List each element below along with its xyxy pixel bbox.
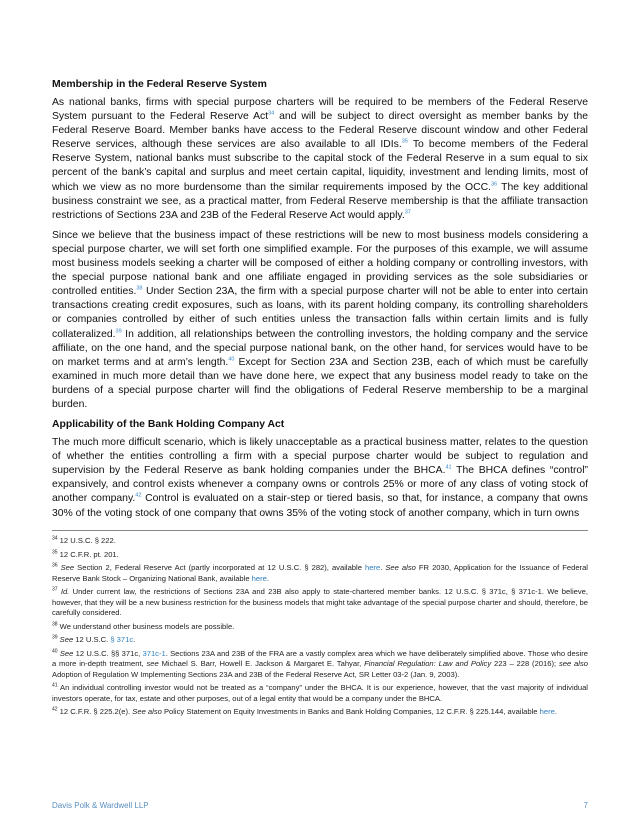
page-number: 7 bbox=[583, 801, 588, 810]
section-heading: Membership in the Federal Reserve System bbox=[52, 79, 267, 90]
body-paragraph: Since we believe that the business impact of these restrictions will be new to most business models considering a special purpose charter, we will set forth one simplified example. For the purposes of this example, we will assume most business models seeking a charter will be composed of either a holding company or controlling investors, with the special purpose national bank and one affiliate engaged in providing services as the sole subsidiaries or controlled entities.$^{38}$ Under Section 23A, the firm with a special purpose charter will not be able to enter into certain transactions creating credit exposures, such as loans, with its parent holding company, its controlling shareholders or companies controlled by either of such entities unless the transaction falls within certain limits and is fully collateralized.$^{39}$ In addition, all relationships between the controlling investors, the holding company and the service affiliate, on the one hand, and the special purpose national bank, on the other hand, for services would have to be on market terms and at arm’s length.$^{40}$ Except for Section 23A and Section 23B, each of which must be carefully examined in much more detail than we have done here, we expect that any business model ready to take on the burdens of a special purpose charter will find the obligations of Federal Reserve membership to be a marginal burden. bbox=[52, 229, 589, 410]
section-heading: Applicability of the Bank Holding Company Act bbox=[52, 419, 285, 431]
citation-signal: Financial Regulation: Law and Policy bbox=[364, 659, 492, 669]
footnote-number: 36 bbox=[52, 562, 58, 569]
footnote-reference[interactable]: 37 bbox=[404, 209, 411, 216]
footnote: $^{34}$ 12 U.S.C. § 222. bbox=[52, 535, 116, 545]
citation-signal: See bbox=[57, 635, 74, 645]
footnote: $^{35}$ 12 C.F.R. pt. 201. bbox=[52, 549, 119, 559]
footnote-link[interactable]: here bbox=[539, 707, 555, 717]
footnote-link[interactable]: 371c-1 bbox=[142, 649, 166, 659]
footnote-reference[interactable]: 39 bbox=[115, 328, 122, 335]
footnote-number: 35 bbox=[52, 549, 58, 556]
footnote-number: 39 bbox=[52, 634, 58, 641]
footnote-number: 40 bbox=[52, 648, 58, 655]
citation-signal: See bbox=[57, 563, 75, 573]
footnote-reference[interactable]: 36 bbox=[490, 181, 498, 188]
footnote-number: 42 bbox=[52, 706, 58, 713]
footnote-divider bbox=[52, 530, 588, 531]
footnote: $^{38}$ We understand other business models are possible. bbox=[52, 621, 235, 631]
body-paragraph: As national banks, firms with special purpose charters will be required to be members of the Federal Reserve System pursuant to the Federal Reserve Act$^{34}$ and will be subject to direct oversight as member banks by the Federal Reserve Board. Member banks have access to the Federal Reserve discount window and other Federal Reserve services, although these services are also available to all IDIs.$^{35}$ To become members of the Federal Reserve System, national banks must subscribe to the capital stock of the Federal Reserve in a sum equal to six percent of the bank’s capital and surplus and meet certain capital, liquidity, investment and lending limits, most of which we view as no more burdensome than the similar requirements imposed by the OCC.$^{36}$ The key additional business constraint we see, as a practical matter, from Federal Reserve membership is that the affiliate transaction restrictions of Sections 23A and 23B of the Federal Reserve Act would apply.$^{37}$ bbox=[52, 97, 589, 221]
footnote-link[interactable]: § 371c bbox=[110, 635, 134, 645]
footnote-reference[interactable]: 40 bbox=[228, 356, 235, 363]
footnote-reference[interactable]: 35 bbox=[401, 138, 408, 145]
citation-signal: Id. bbox=[57, 587, 70, 597]
citation-signal: See also bbox=[385, 563, 416, 573]
body-paragraph: The much more difficult scenario, which is likely unacceptable as a practical business matter, relates to the question of whether the entities controlling a firm with a special purpose charter would be subject to regulation and supervision by the Federal Reserve as bank holding companies under the BHCA.$^{41}$ The BHCA defines “control” expansively, and control exists whenever a company owns or controls 25% or more of any class of voting stock of another company.$^{42}$ Control is evaluated on a stair-step or tiered basis, so that, for instance, a company that owns 30% of the voting stock of one company that owns 35% of the voting stock of another company, which in turn owns bbox=[52, 437, 588, 519]
citation-signal: see also bbox=[558, 659, 588, 669]
footnote-reference[interactable]: 42 bbox=[135, 492, 142, 499]
citation-signal: see bbox=[146, 659, 159, 669]
footnote: $^{36}$ See Section 2, Federal Reserve Act (partly incorporated at 12 U.S.C. § 282), available here. See also FR 2030, Application for the Issuance of Federal Reserve Bank Stock – Organizing National Bank, available here. bbox=[52, 562, 588, 583]
footer-firm-name: Davis Polk & Wardwell LLP bbox=[52, 801, 149, 810]
footnote-reference[interactable]: 38 bbox=[136, 285, 143, 292]
footnote: $^{39}$ See 12 U.S.C. § 371c. bbox=[52, 634, 136, 645]
footnote-link[interactable]: here bbox=[364, 563, 381, 573]
citation-signal: See also bbox=[132, 707, 162, 717]
footnote: $^{41}$ An individual controlling investor would not be treated as a “company” under the BHCA. It is our experience, however, that the vast majority of individual investors operate, for tax, estate and other purposes, out of a legal entity that would be a company under the BHCA. bbox=[52, 682, 588, 703]
footnote: $^{37}$ Id. Under current law, the restrictions of Sections 23A and 23B also apply to state-chartered member banks. 12 U.S.C. § 371c, § 371c-1. We believe, however, that they will be a new business restriction for the business models that might take advantage of the special purpose charter and should, therefore, be carefully considered. bbox=[52, 586, 588, 617]
footnote: $^{42}$ 12 C.F.R. § 225.2(e). See also Policy Statement on Equity Investments in Banks and Bank Holding Companies, 12 C.F.R. § 225.144, available here. bbox=[52, 706, 557, 717]
citation-signal: See bbox=[57, 649, 74, 659]
footnote-number: 37 bbox=[52, 586, 58, 593]
main-text bbox=[52, 78, 588, 527]
page-footer bbox=[52, 801, 588, 810]
footnote: $^{40}$ See 12 U.S.C. §§ 371c, 371c-1. Sections 23A and 23B of the FRA are a vastly complex area which we have deliberately simplified above. Those who desire a more in-depth treatment, see Michael S. Barr, Howell E. Jackson & Margaret E. Tahyar, Financial Regulation: Law and Policy 223 – 228 (2016); see also Adoption of Regulation W Implementing Sections 23A and 23B of the Federal Reserve Act, SR Letter 03-2 (Jan. 9, 2003). bbox=[52, 648, 588, 679]
footnote-link[interactable]: here bbox=[251, 573, 267, 583]
footnote-number: 41 bbox=[52, 682, 58, 689]
footnotes bbox=[52, 536, 588, 721]
footnote-reference[interactable]: 34 bbox=[268, 110, 275, 117]
footnote-reference[interactable]: 41 bbox=[445, 464, 452, 471]
footnote-number: 34 bbox=[52, 535, 58, 542]
footnote-number: 38 bbox=[52, 621, 58, 628]
